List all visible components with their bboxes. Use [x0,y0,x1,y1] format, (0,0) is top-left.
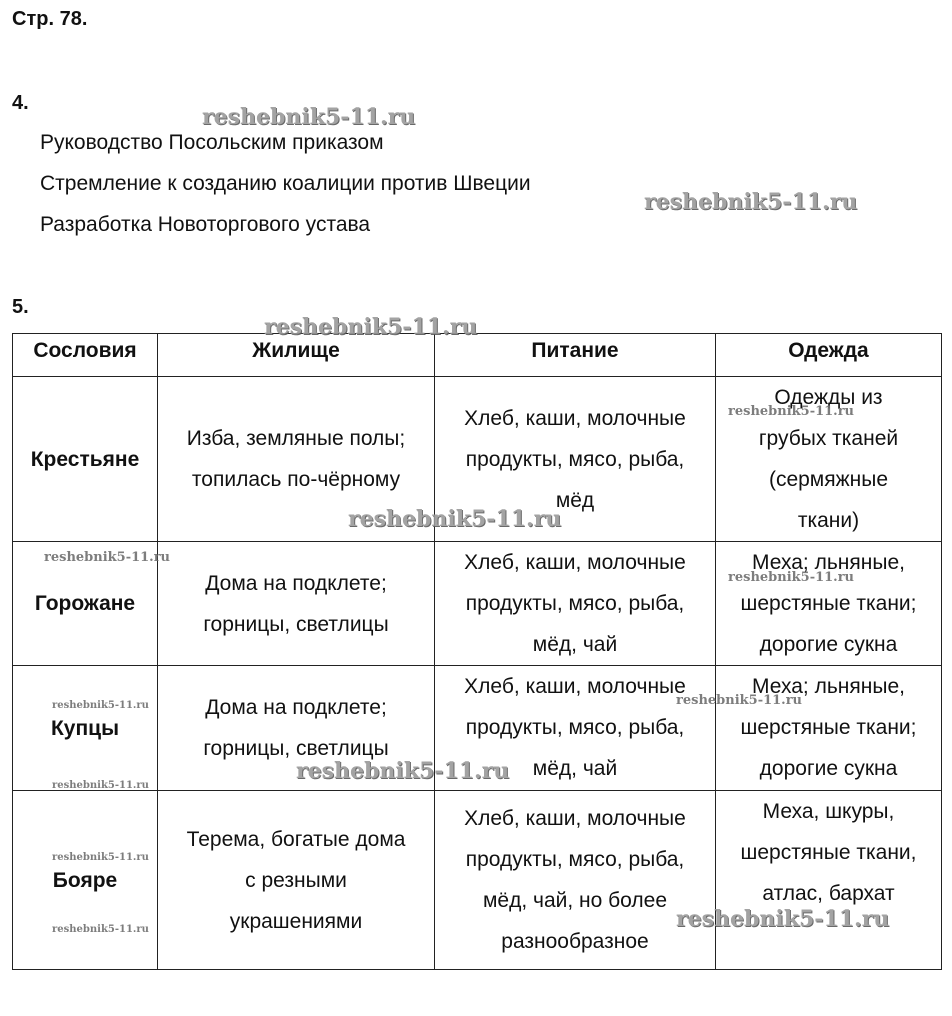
cell-line: Меха, шкуры, [762,800,895,823]
cell-line: Терема, богатые дома [186,827,406,851]
cell-line: продукты, мясо, рыба, [465,716,685,739]
table-row [13,791,942,970]
cell-line: продукты, мясо, рыба, [465,592,685,615]
watermark: reshebnik5-11.ru [676,693,803,708]
watermark: reshebnik5-11.ru [52,700,149,711]
watermark: reshebnik5-11.ru [52,780,149,791]
estate-cell: Купцы [13,666,158,791]
clothing-cell [716,377,942,542]
watermark: reshebnik5-11.ru [44,550,171,565]
cell-line: Изба, земляные полы; [186,427,406,450]
task4-answer-item: Разработка Новоторгового устава [40,213,371,236]
food-cell [435,791,716,970]
estates-table [12,333,942,970]
task4-answer-item: Стремление к созданию коалиции против Швеции [40,172,531,195]
column-header-estates: Сословия [13,334,158,377]
cell-line: мёд [555,488,595,512]
task4-answer-item: Руководство Посольским приказом [40,131,384,154]
estate-cell: Бояре [13,791,158,970]
cell-line: горницы, светлицы [203,737,389,760]
cell-line: шерстяные ткани; [740,716,917,739]
watermark: reshebnik5-11.ru [52,852,149,863]
cell-line: грубых тканей [758,427,899,450]
cell-line: дорогие сукна [759,633,898,656]
cell-line: Хлеб, каши, молочные [464,675,686,698]
cell-line: атлас, бархат [762,882,895,905]
table-row [13,377,942,542]
watermark: reshebnik5-11.ru [52,924,149,935]
cell-line: мёд, чай [532,633,618,656]
estate-cell: Крестьяне [13,377,158,542]
column-header-food: Питание [435,334,716,377]
cell-line: (сермяжные [768,468,889,491]
estate-cell: Горожане [13,542,158,666]
watermark: reshebnik5-11.ru [348,506,562,532]
housing-cell [158,542,435,666]
food-cell [435,666,716,791]
table-header-row [13,334,942,377]
cell-line: с резными [245,868,347,892]
watermark: reshebnik5-11.ru [296,758,510,784]
watermark: reshebnik5-11.ru [728,404,855,419]
cell-line: разнообразное [501,930,649,953]
task4-number: 4. [12,92,29,114]
cell-line: Хлеб, каши, молочные [464,406,686,430]
column-header-clothing: Одежда [716,334,942,377]
cell-line: шерстяные ткани; [740,592,917,615]
cell-line: шерстяные ткани, [740,841,917,864]
housing-cell [158,791,435,970]
watermark: reshebnik5-11.ru [264,314,478,340]
cell-line: Дома на подклете; [205,571,387,595]
cell-line: горницы, светлицы [203,612,389,636]
cell-line: Хлеб, каши, молочные [464,551,686,574]
cell-line: продукты, мясо, рыба, [465,848,685,871]
cell-line: топилась по-чёрному [191,468,401,491]
task5-number: 5. [12,296,29,318]
cell-line: украшениями [229,909,363,933]
clothing-cell [716,542,942,666]
cell-line: дорогие сукна [759,757,898,780]
clothing-cell [716,666,942,791]
food-cell [435,542,716,666]
cell-line: Меха; льняные, [752,675,905,698]
cell-line: Дома на подклете; [205,696,387,719]
cell-line: продукты, мясо, рыба, [465,447,685,471]
cell-line: ткани) [797,509,860,532]
watermark: reshebnik5-11.ru [644,189,858,215]
cell-line: Одежды из [774,386,883,409]
cell-line: мёд, чай [532,757,618,780]
task4-answer-list [40,130,531,253]
page-header: Стр. 78. [12,8,88,30]
watermark: reshebnik5-11.ru [676,906,890,932]
housing-cell [158,377,435,542]
clothing-cell [716,791,942,970]
watermark: reshebnik5-11.ru [202,104,416,130]
food-cell [435,377,716,542]
cell-line: Хлеб, каши, молочные [464,807,686,830]
table-row [13,542,942,666]
cell-line: мёд, чай, но более [482,889,668,912]
cell-line: Меха; льняные, [752,551,905,574]
table-row [13,666,942,791]
watermark: reshebnik5-11.ru [728,570,855,585]
housing-cell [158,666,435,791]
column-header-housing: Жилище [158,334,435,377]
